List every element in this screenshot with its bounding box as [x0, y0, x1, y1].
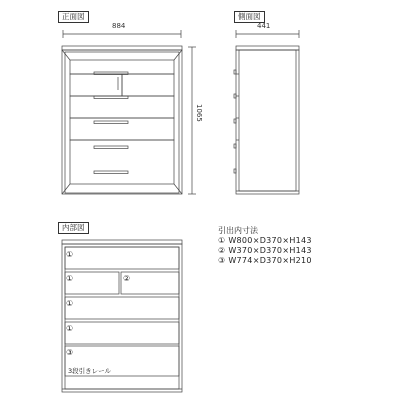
inner-marker-6: ③	[66, 348, 74, 357]
drawer-inner-dimensions	[218, 226, 312, 266]
spec-line-3: ③ W774×D370×H210	[218, 256, 312, 265]
inner-marker-5: ①	[66, 324, 74, 333]
spec-title: 引出内寸法	[218, 226, 258, 235]
inner-marker-4: ①	[66, 299, 74, 308]
inner-view-label: 内部図	[58, 222, 89, 234]
rail-note: 3段引きレール	[68, 367, 112, 375]
inner-marker-3: ②	[123, 274, 131, 283]
inner-marker-2: ①	[66, 274, 74, 283]
front-width-dimension: 884	[112, 22, 126, 30]
spec-line-1: ① W800×D370×H143	[218, 236, 312, 245]
front-height-dimension: 1065	[195, 104, 203, 122]
side-view-label: 側面図	[234, 11, 265, 23]
spec-line-2: ② W370×D370×H143	[218, 246, 312, 255]
side-depth-dimension: 441	[257, 22, 271, 30]
front-view-label: 正面図	[58, 11, 89, 23]
inner-marker-1: ①	[66, 250, 74, 259]
